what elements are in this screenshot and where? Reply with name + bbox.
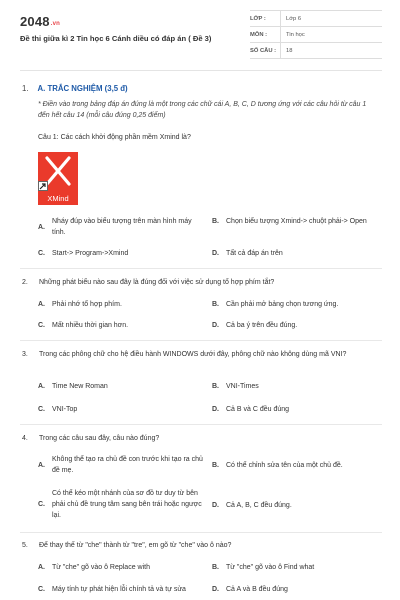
- option-text: VNI-Times: [226, 383, 259, 390]
- logo-suffix: .vn: [50, 21, 61, 27]
- shortcut-arrow-icon: [38, 181, 48, 191]
- q4-option-d[interactable]: [212, 500, 372, 511]
- option-text: Không thể tạo ra chủ đề con trước khi tạo ra chủ đề mẹ.: [52, 456, 203, 474]
- option-text: Cả A và B đều đúng: [226, 586, 288, 593]
- option-letter: D.: [212, 586, 219, 593]
- option-text: Chọn biểu tượng Xmind-> chuột phải-> Open: [226, 218, 367, 225]
- option-text: Từ "che" gõ vào ô Replace with: [52, 564, 150, 571]
- q5-option-c[interactable]: [38, 584, 210, 595]
- option-text: Time New Roman: [52, 383, 108, 390]
- question-1-text: Câu 1: Các cách khởi động phần mềm Xmind là?: [38, 134, 191, 141]
- option-text: Có thể chỉnh sửa tên của một chủ đề.: [226, 462, 343, 469]
- option-letter: B.: [212, 218, 219, 225]
- question-number: 5.: [22, 542, 28, 549]
- question-text: Trong các câu sau đây, câu nào đúng?: [39, 435, 160, 442]
- section-heading: [22, 84, 128, 93]
- option-letter: C.: [38, 586, 45, 593]
- option-text: Start-> Program->Xmind: [52, 250, 129, 257]
- info-value: Tin học: [280, 27, 382, 42]
- question-number: 2.: [22, 279, 28, 286]
- option-text: Cả ba ý trên đều đúng.: [226, 322, 298, 329]
- option-text: Cần phải mở bảng chọn tương ứng.: [226, 301, 339, 308]
- question-number: 4.: [22, 435, 28, 442]
- exam-info-box: [250, 10, 382, 59]
- question-divider: [20, 268, 382, 269]
- q3-option-a[interactable]: [38, 381, 204, 392]
- question-divider: [20, 340, 382, 341]
- option-letter: D.: [212, 502, 219, 509]
- section-instruction: * Điền vào trong bảng đáp án đúng là một trong các chữ cái A, B, C, D tương ứng với các câu hỏi từ câu 1 đến hết câu 14 (mỗi câu đúng 0,25 điểm): [38, 101, 367, 119]
- option-letter: A.: [38, 223, 45, 231]
- option-letter: A.: [38, 301, 45, 308]
- option-text: Máy tính tự phát hiện lỗi chính tả và tự sửa: [52, 586, 186, 593]
- option-text: Mất nhiều thời gian hơn.: [52, 322, 129, 329]
- section-number: 1.: [22, 84, 29, 93]
- site-logo[interactable]: [20, 14, 60, 29]
- option-letter: D.: [212, 250, 219, 257]
- q1-option-a[interactable]: [38, 216, 204, 238]
- option-letter: C.: [38, 406, 45, 413]
- option-letter: C.: [38, 322, 45, 329]
- option-letter: D.: [212, 322, 219, 329]
- q4-option-a[interactable]: [38, 454, 204, 476]
- option-letter: D.: [212, 406, 219, 413]
- option-text: Phải nhớ tổ hợp phím.: [52, 301, 122, 308]
- q1-option-b[interactable]: [212, 216, 372, 227]
- header-divider: [20, 70, 382, 71]
- option-text: Cả A, B, C đều đúng.: [226, 502, 292, 509]
- q1-option-c[interactable]: [38, 248, 204, 259]
- section-title: A. TRẮC NGHIỆM (3,5 đ): [37, 84, 128, 93]
- q1-option-d[interactable]: [212, 248, 372, 259]
- question-divider: [20, 424, 382, 425]
- option-letter: A.: [38, 564, 45, 571]
- q2-option-b[interactable]: [212, 299, 372, 310]
- option-text: Từ "che" gõ vào ô Find what: [226, 564, 315, 571]
- page-header: [0, 0, 400, 62]
- question-text: Để thay thế từ "che" thành từ "tre", em gõ từ "che" vào ô nào?: [39, 542, 232, 549]
- option-letter: A.: [38, 383, 45, 390]
- option-text: Nháy đúp vào biểu tượng trên màn hình máy tính.: [52, 218, 192, 236]
- q3-option-d[interactable]: [212, 404, 372, 415]
- info-row-class: [250, 11, 382, 27]
- q2-option-a[interactable]: [38, 299, 204, 310]
- q3-option-b[interactable]: [212, 381, 372, 392]
- option-letter: A.: [38, 461, 45, 469]
- question-text: Trong các phông chữ cho hệ điều hành WINDOWS dưới đây, phông chữ nào không dùng mã VNI?: [39, 351, 347, 358]
- q4-option-b[interactable]: [212, 460, 377, 471]
- info-row-subject: [250, 27, 382, 43]
- question-number: 3.: [22, 351, 28, 358]
- option-letter: B.: [212, 564, 219, 571]
- option-letter: B.: [212, 462, 219, 469]
- q5-option-d[interactable]: [212, 584, 372, 595]
- info-row-question-count: [250, 43, 382, 59]
- q5-option-a[interactable]: [38, 562, 208, 573]
- xmind-icon: [38, 152, 78, 205]
- info-label: MÔN :: [250, 31, 268, 38]
- option-letter: B.: [212, 301, 219, 308]
- option-letter: C.: [38, 501, 45, 508]
- option-text: VNI-Top: [52, 406, 78, 413]
- question-text: Những phát biểu nào sau đây là đúng đối với việc sử dụng tổ hợp phím tắt?: [39, 279, 275, 286]
- option-text: Cả B và C đều đúng: [226, 406, 290, 413]
- q2-option-d[interactable]: [212, 320, 372, 331]
- xmind-icon-label: XMind: [47, 194, 69, 203]
- info-label: SỐ CÂU :: [250, 47, 277, 54]
- option-text: Tất cả đáp án trên: [226, 250, 283, 257]
- info-label: LỚP :: [250, 15, 266, 22]
- info-value: 18: [280, 43, 382, 58]
- q2-option-c[interactable]: [38, 320, 204, 331]
- q5-option-b[interactable]: [212, 562, 372, 573]
- q3-option-c[interactable]: [38, 404, 204, 415]
- logo-text: 2048: [20, 14, 50, 29]
- info-value: Lớp 6: [280, 11, 382, 26]
- question-divider: [20, 532, 382, 533]
- option-text: Có thể kéo một nhánh của sơ đồ tư duy từ bên phải chủ đề trung tâm sang bên trái hoặc ngược lại.: [52, 490, 202, 519]
- document-title: Đề thi giữa kì 2 Tin học 6 Cánh diều có đáp án ( Đề 3): [20, 34, 212, 43]
- option-letter: C.: [38, 250, 45, 257]
- q4-option-c[interactable]: [38, 488, 204, 521]
- option-letter: B.: [212, 383, 219, 390]
